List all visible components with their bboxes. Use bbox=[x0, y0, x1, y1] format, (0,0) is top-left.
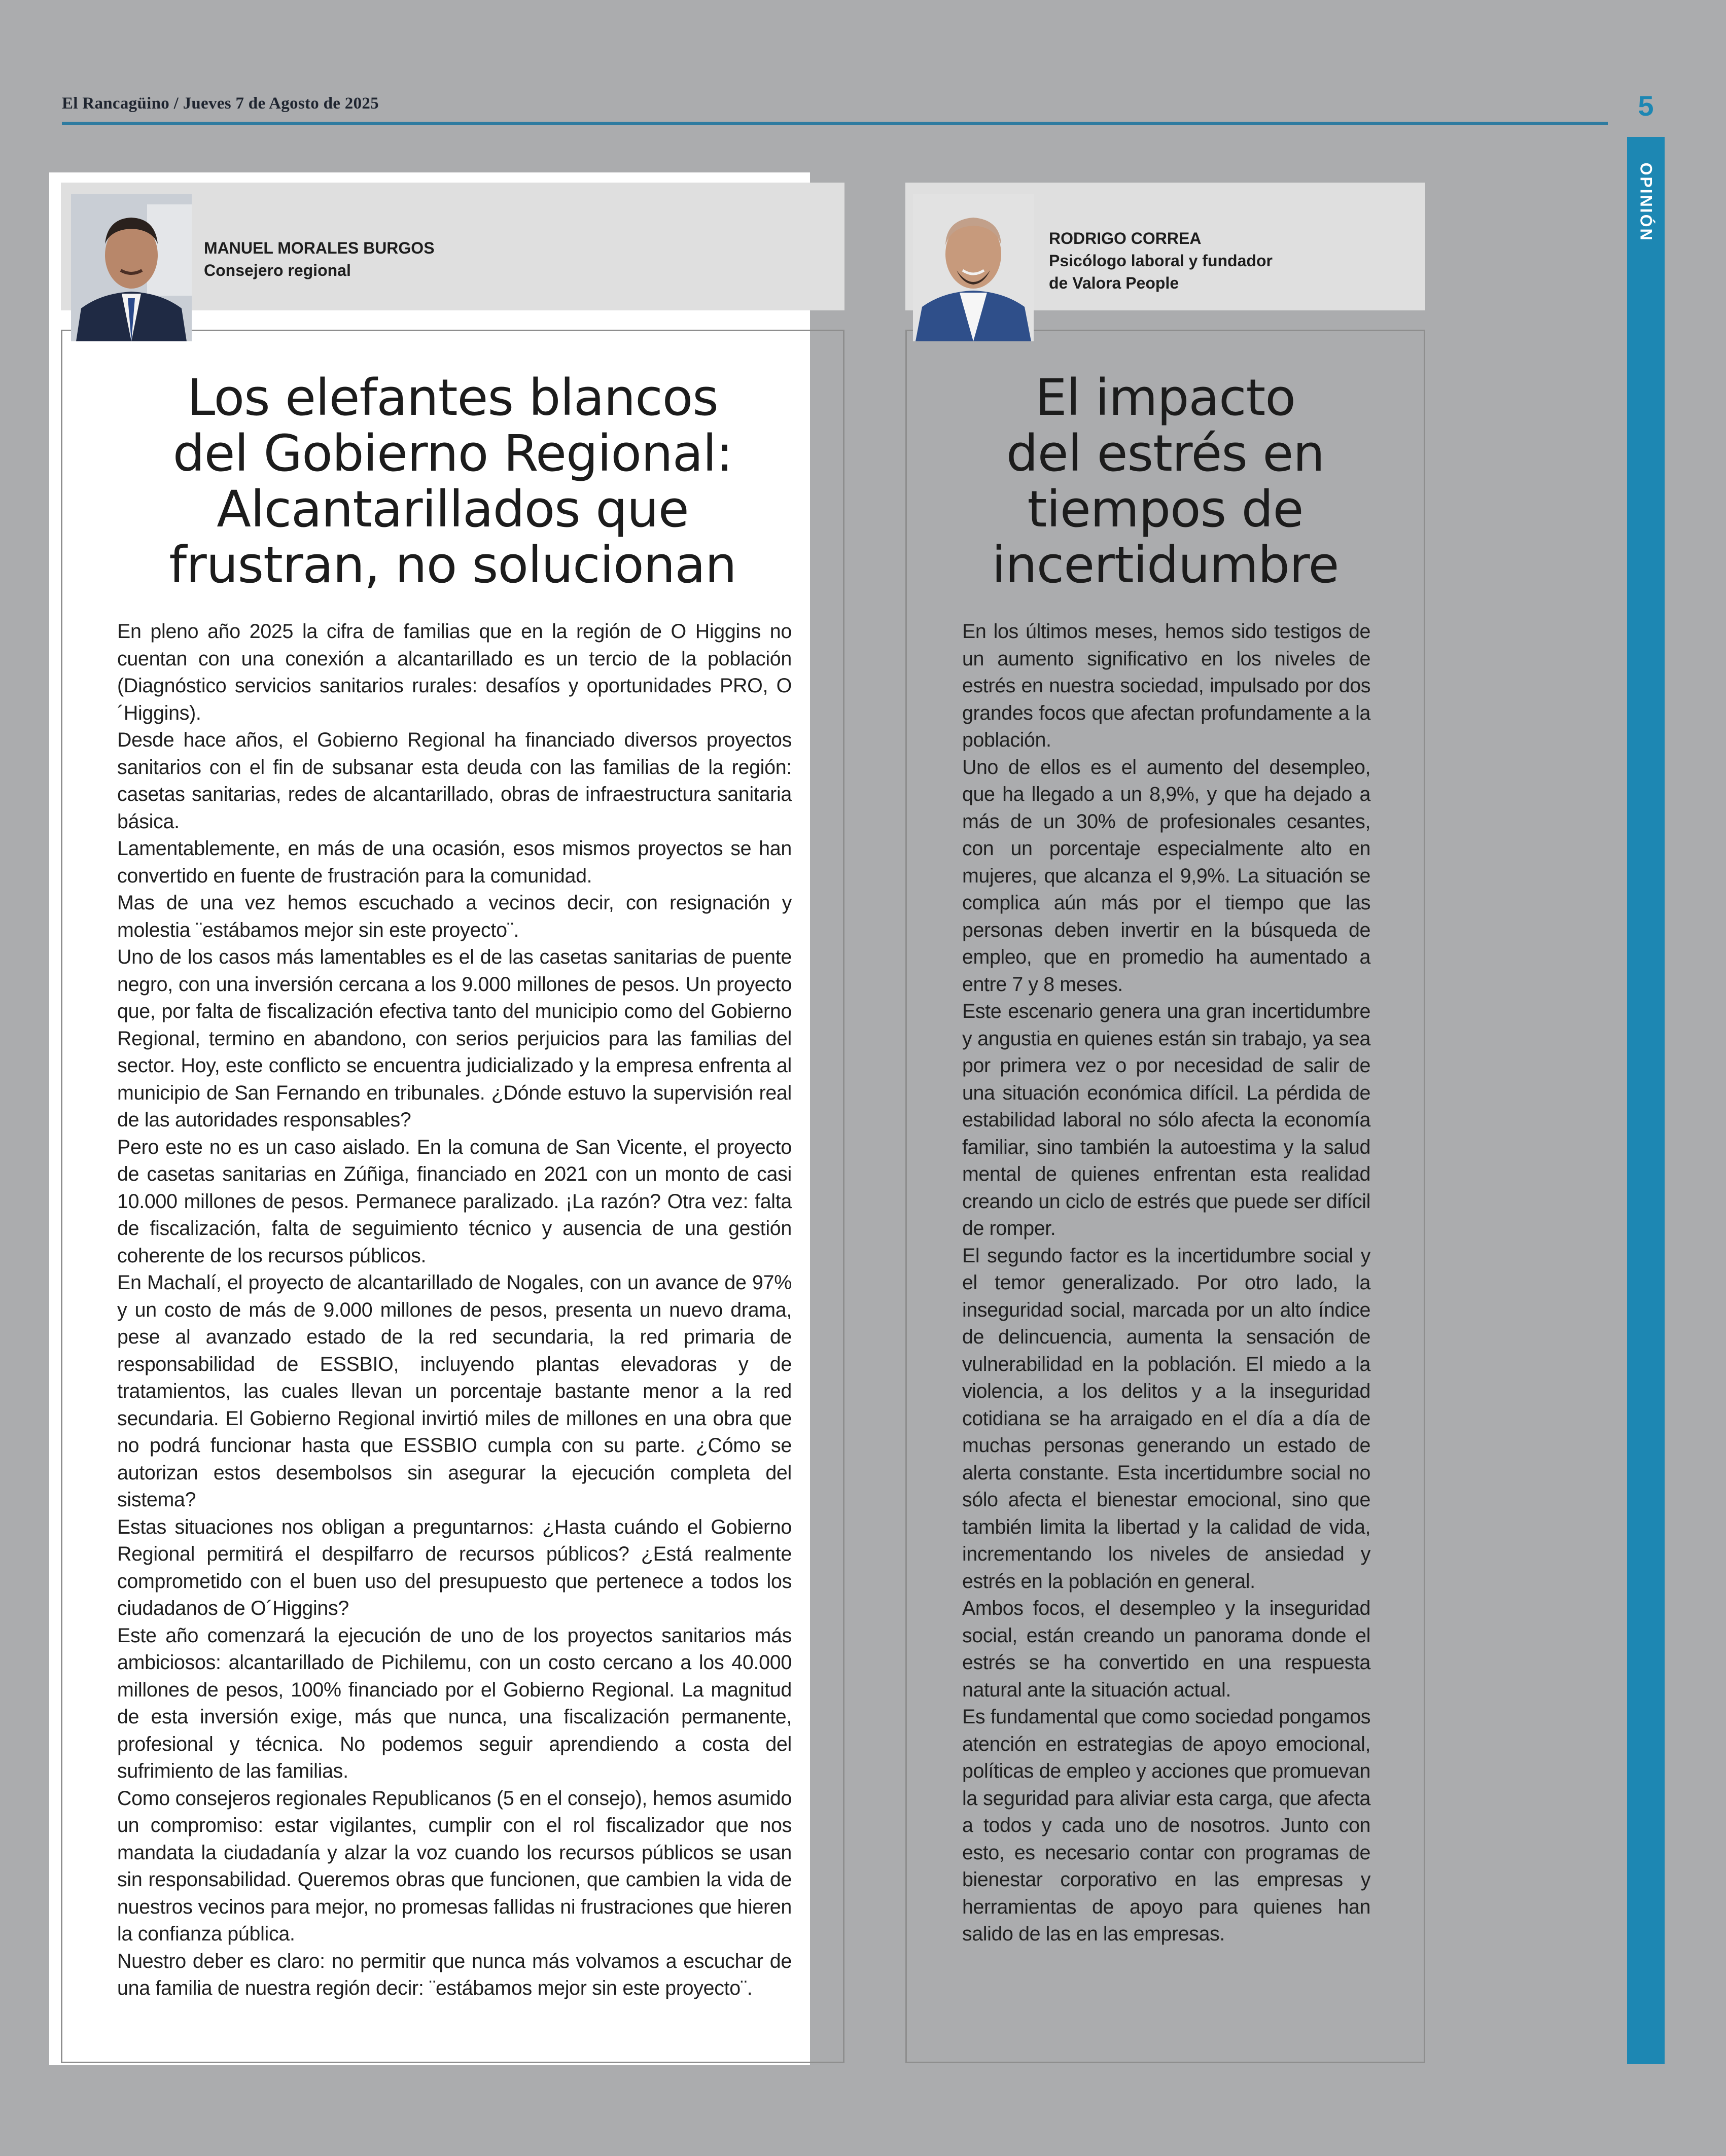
left-author-photo bbox=[71, 194, 192, 341]
paragraph: Este año comenzará la ejecución de uno de los proyectos sanitarios más ambiciosos: alcantarillado de Pichilemu, con un costo cercano a los 40.000 millones de pesos, 100% financiado por el Gobierno Regional. La magnitud de esta inversión exige, más que nunca, una fiscalización permanente, profesional y técnica. No podemos seguir aprendiendo a costa del sufrimiento de las familias. bbox=[117, 1624, 792, 1782]
left-headline-line: del Gobierno Regional: bbox=[172, 425, 733, 483]
right-article-body bbox=[962, 618, 1370, 1948]
left-headline-line: Alcantarillados que bbox=[217, 480, 689, 539]
paragraph: Como consejeros regionales Republicanos (5 en el consejo), hemos asumido un compromiso: estar vigilantes, cumplir con el rol fiscalizador que nos mandata la ciudadanía y alzar la voz cuando los recursos públicos se usan sin responsabilidad. Queremos obras que funcionen, que cambien la vida de nuestros vecinos para mejor, no promesas fallidas ni frustraciones que hieren la confianza pública. bbox=[117, 1787, 792, 1945]
right-headline-line: del estrés en bbox=[1006, 425, 1325, 483]
right-headline-line: El impacto bbox=[1035, 369, 1295, 427]
left-author-byline bbox=[204, 237, 435, 281]
right-headline bbox=[913, 370, 1418, 593]
left-author-role: Consejero regional bbox=[204, 261, 351, 279]
paragraph: Nuestro deber es claro: no permitir que nunca más volvamos a escuchar de una familia de nuestra región decir: ¨estábamos mejor sin este proyecto¨. bbox=[117, 1950, 792, 1999]
paragraph: Estas situaciones nos obligan a preguntarnos: ¿Hasta cuándo el Gobierno Regional permitirá el despilfarro de recursos públicos? ¿Está realmente comprometido con el buen uso del presupuesto que pertenece a todos los ciudadanos de O´Higgins? bbox=[117, 1515, 792, 1619]
left-headline bbox=[76, 370, 829, 593]
paragraph: En los últimos meses, hemos sido testigos de un aumento significativo en los niveles de estrés en nuestra sociedad, impulsado por dos grandes focos que afectan profundamente a la población. bbox=[962, 620, 1370, 751]
paragraph: Este escenario genera una gran incertidumbre y angustia en quienes están sin trabajo, ya sea por primera vez o por necesidad de salir de una situación económica difícil. La pérdida de estabilidad laboral no sólo afecta la economía familiar, sino también la autoestima y la salud mental de quienes enfrentan esta realidad creando un ciclo de estrés que puede ser difícil de romper. bbox=[962, 1000, 1370, 1240]
section-label-text: OPINIÓN bbox=[1637, 162, 1655, 242]
publication-header: El Rancagüino / Jueves 7 de Agosto de 2025 bbox=[62, 94, 379, 113]
section-bar bbox=[1627, 137, 1665, 2064]
section-label bbox=[1625, 161, 1667, 242]
author-portrait-icon bbox=[913, 194, 1034, 341]
paragraph: Uno de los casos más lamentables es el de las casetas sanitarias de puente negro, con una inversión cercana a los 9.000 millones de pesos. Un proyecto que, por falta de fiscalización efectiva tanto del municipio como del Gobierno Regional, termino en abandono, con serios perjuicios para las familias del sector. Hoy, este conflicto se encuentra judicializado y la empresa enfrenta al municipio de San Fernando en tribunales. ¿Dónde estuvo la supervisión real de las autoridades responsables? bbox=[117, 946, 792, 1131]
right-author-role: de Valora People bbox=[1049, 274, 1179, 292]
right-author-byline bbox=[1049, 227, 1273, 294]
paragraph: Ambos focos, el desempleo y la inseguridad social, están creando un panorama donde el estrés se ha convertido en una respuesta natural ante la situación actual. bbox=[962, 1597, 1370, 1701]
paragraph: Lamentablemente, en más de una ocasión, esos mismos proyectos se han convertido en fuente de frustración para la comunidad. bbox=[117, 837, 792, 887]
paragraph: Es fundamental que como sociedad pongamos atención en estrategias de apoyo emocional, políticas de empleo y acciones que promuevan la seguridad para aliviar esta carga, que afecta a todos y cada uno de nosotros. Junto con esto, es necesario contar con programas de bienestar corporativo en las empresas y herramientas de apoyo para quienes han salido de las en las empresas. bbox=[962, 1706, 1370, 1945]
right-author-name: RODRIGO CORREA bbox=[1049, 229, 1202, 248]
paragraph: En pleno año 2025 la cifra de familias que en la región de O Higgins no cuentan con una conexión a alcantarillado es un tercio de la población (Diagnóstico servicios sanitarios rurales: desafíos y oportunidades PRO, O´Higgins). bbox=[117, 620, 792, 724]
paragraph: El segundo factor es la incertidumbre social y el temor generalizado. Por otro lado, la inseguridad social, marcada por un alto índice de delincuencia, aumenta la sensación de vulnerabilidad en la población. El miedo a la violencia, a los delitos y a la inseguridad cotidiana se ha arraigado en el día a día de muchas personas generando un estado de alerta constante. Esta incertidumbre social no sólo afecta el bienestar emocional, sino que también limita la libertad y la calidad de vida, incrementando los niveles de ansiedad y estrés en la población en general. bbox=[962, 1244, 1370, 1593]
author-portrait-icon bbox=[71, 194, 192, 341]
paragraph: Pero este no es un caso aislado. En la comuna de San Vicente, el proyecto de casetas sanitarias en Zúñiga, financiado en 2021 con un monto de casi 10.000 millones de pesos. Permanece paralizado. ¡La razón? Otra vez: falta de fiscalización, falta de seguimiento técnico y ausencia de una gestión coherente de los recursos públicos. bbox=[117, 1136, 792, 1267]
header-rule bbox=[62, 122, 1608, 125]
left-headline-line: Los elefantes blancos bbox=[187, 369, 718, 427]
left-author-name: MANUEL MORALES BURGOS bbox=[204, 239, 435, 257]
right-headline-line: tiempos de bbox=[1027, 480, 1304, 539]
paragraph: Desde hace años, el Gobierno Regional ha financiado diversos proyectos sanitarios con el fin de subsanar esta deuda con las familias de la región: casetas sanitarias, redes de alcantarillado, obras de infraestructura sanitaria básica. bbox=[117, 729, 792, 833]
paragraph: En Machalí, el proyecto de alcantarillado de Nogales, con un avance de 97% y un costo de más de 9.000 millones de pesos, presenta un nuevo drama, pese al avanzado estado de la red secundaria, la red primaria de responsabilidad de ESSBIO, incluyendo plantas elevadoras y de tratamientos, las cuales llevan un porcentaje bastante menor a la red secundaria. El Gobierno Regional invirtió miles de millones en una obra que no podrá funcionar hasta que ESSBIO cumpla con su parte. ¿Cómo se autorizan estos desembolsos sin asegurar la ejecución completa del sistema? bbox=[117, 1271, 792, 1511]
left-article-body bbox=[117, 618, 792, 2002]
left-headline-line: frustran, no solucionan bbox=[169, 536, 736, 594]
page-number: 5 bbox=[1638, 90, 1654, 122]
right-author-photo bbox=[913, 194, 1034, 341]
right-headline-line: incertidumbre bbox=[992, 536, 1339, 594]
paragraph: Uno de ellos es el aumento del desempleo, que ha llegado a un 8,9%, y que ha dejado a más de un 30% de profesionales cesantes, con un porcentaje especialmente alto en mujeres, que alcanza el 9,9%. La situación se complica aún más por el tiempo que las personas deben invertir en la búsqueda de empleo, que en promedio ha aumentado a entre 7 y 8 meses. bbox=[962, 756, 1370, 996]
paragraph: Mas de una vez hemos escuchado a vecinos decir, con resignación y molestia ¨estábamos mejor sin este proyecto¨. bbox=[117, 892, 792, 941]
right-author-role: Psicólogo laboral y fundador bbox=[1049, 252, 1273, 270]
